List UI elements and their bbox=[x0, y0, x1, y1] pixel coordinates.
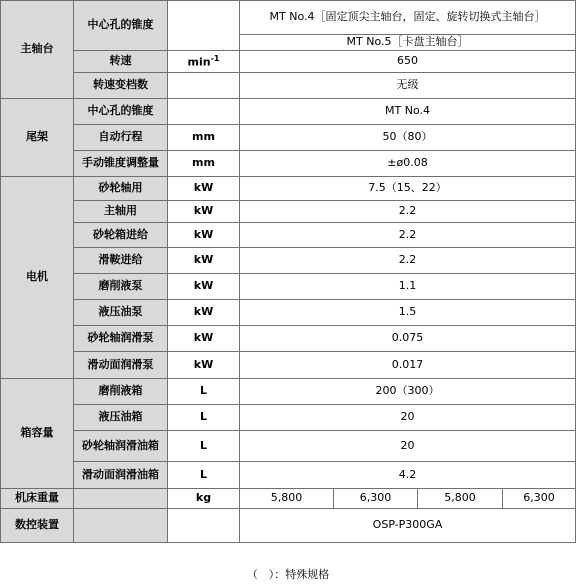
spindle-speed-label: 转速 bbox=[74, 51, 168, 73]
motor-unit: kW bbox=[168, 274, 240, 300]
motor-unit: kW bbox=[168, 201, 240, 223]
tank-value: 20 bbox=[240, 405, 576, 431]
motor-label: 滑动面润滑泵 bbox=[74, 352, 168, 379]
tailstock-stroke-value: 50（80） bbox=[240, 125, 576, 151]
motor-label: 滑鞍进给 bbox=[74, 248, 168, 274]
spindle-taper-value-1: MT No.4［固定顶尖主轴台，固定、旋转切换式主轴台］ bbox=[240, 1, 576, 35]
tank-value: 4.2 bbox=[240, 462, 576, 489]
motor-label: 磨削液泵 bbox=[74, 274, 168, 300]
spindle-speed-unit: $\min^{-1}$ bbox=[168, 51, 240, 73]
motor-value: 0.075 bbox=[240, 326, 576, 352]
category-motors: 电机 bbox=[1, 177, 74, 379]
category-tanks: 箱容量 bbox=[1, 379, 74, 489]
spindle-steps-unit bbox=[168, 73, 240, 99]
motor-value: 2.2 bbox=[240, 248, 576, 274]
cnc-unit bbox=[168, 509, 240, 543]
motor-value: 2.2 bbox=[240, 223, 576, 248]
spindle-taper-value-2: MT No.5［卡盘主轴台］ bbox=[240, 35, 576, 51]
motor-unit: kW bbox=[168, 248, 240, 274]
tank-value: 200（300） bbox=[240, 379, 576, 405]
tank-label: 滑动面润滑油箱 bbox=[74, 462, 168, 489]
tailstock-taper-label: 中心孔的锥度 bbox=[74, 99, 168, 125]
category-weight: 机床重量 bbox=[1, 489, 74, 509]
tank-label: 磨削液箱 bbox=[74, 379, 168, 405]
motor-value: 1.1 bbox=[240, 274, 576, 300]
motor-label: 液压油泵 bbox=[74, 300, 168, 326]
tank-unit: L bbox=[168, 379, 240, 405]
spindle-taper-unit bbox=[168, 1, 240, 51]
cnc-value: OSP-P300GA bbox=[240, 509, 576, 543]
footnote-text: （ ）：特殊规格 bbox=[246, 568, 330, 581]
category-cnc: 数控装置 bbox=[1, 509, 74, 543]
category-spindle: 主轴台 bbox=[1, 1, 74, 99]
tank-value: 20 bbox=[240, 431, 576, 462]
weight-value: 5,800 bbox=[240, 489, 334, 509]
tank-label: 砂轮轴润滑油箱 bbox=[74, 431, 168, 462]
motor-value: 2.2 bbox=[240, 201, 576, 223]
spindle-speed-value: 650 bbox=[240, 51, 576, 73]
motor-unit: kW bbox=[168, 177, 240, 201]
tailstock-adjust-value: ±ø0.08 bbox=[240, 151, 576, 177]
cnc-item bbox=[74, 509, 168, 543]
motor-unit: kW bbox=[168, 223, 240, 248]
weight-unit: kg bbox=[168, 489, 240, 509]
tailstock-adjust-unit: mm bbox=[168, 151, 240, 177]
category-tailstock: 尾架 bbox=[1, 99, 74, 177]
tailstock-stroke-label: 自动行程 bbox=[74, 125, 168, 151]
spindle-steps-value: 无级 bbox=[240, 73, 576, 99]
tailstock-taper-unit bbox=[168, 99, 240, 125]
weight-value: 6,300 bbox=[334, 489, 418, 509]
weight-value: 5,800 bbox=[418, 489, 503, 509]
motor-label: 砂轮箱进给 bbox=[74, 223, 168, 248]
spindle-speed-unit-exponent: -1 bbox=[210, 53, 220, 63]
motor-unit: kW bbox=[168, 300, 240, 326]
spindle-taper-label: 中心孔的锥度 bbox=[74, 1, 168, 51]
weight-item bbox=[74, 489, 168, 509]
motor-label: 砂轮轴用 bbox=[74, 177, 168, 201]
tailstock-adjust-label: 手动锥度调整量 bbox=[74, 151, 168, 177]
motor-unit: kW bbox=[168, 326, 240, 352]
motor-unit: kW bbox=[168, 352, 240, 379]
motor-value: 7.5（15、22） bbox=[240, 177, 576, 201]
spindle-steps-label: 转速变档数 bbox=[74, 73, 168, 99]
tailstock-taper-value: MT No.4 bbox=[240, 99, 576, 125]
motor-value: 0.017 bbox=[240, 352, 576, 379]
motor-label: 砂轮轴润滑泵 bbox=[74, 326, 168, 352]
tank-unit: L bbox=[168, 405, 240, 431]
weight-value: 6,300 bbox=[503, 489, 576, 509]
tailstock-stroke-unit: mm bbox=[168, 125, 240, 151]
tank-label: 液压油箱 bbox=[74, 405, 168, 431]
footnote bbox=[0, 566, 576, 582]
motor-value: 1.5 bbox=[240, 300, 576, 326]
motor-label: 主轴用 bbox=[74, 201, 168, 223]
tank-unit: L bbox=[168, 431, 240, 462]
tank-unit: L bbox=[168, 462, 240, 489]
